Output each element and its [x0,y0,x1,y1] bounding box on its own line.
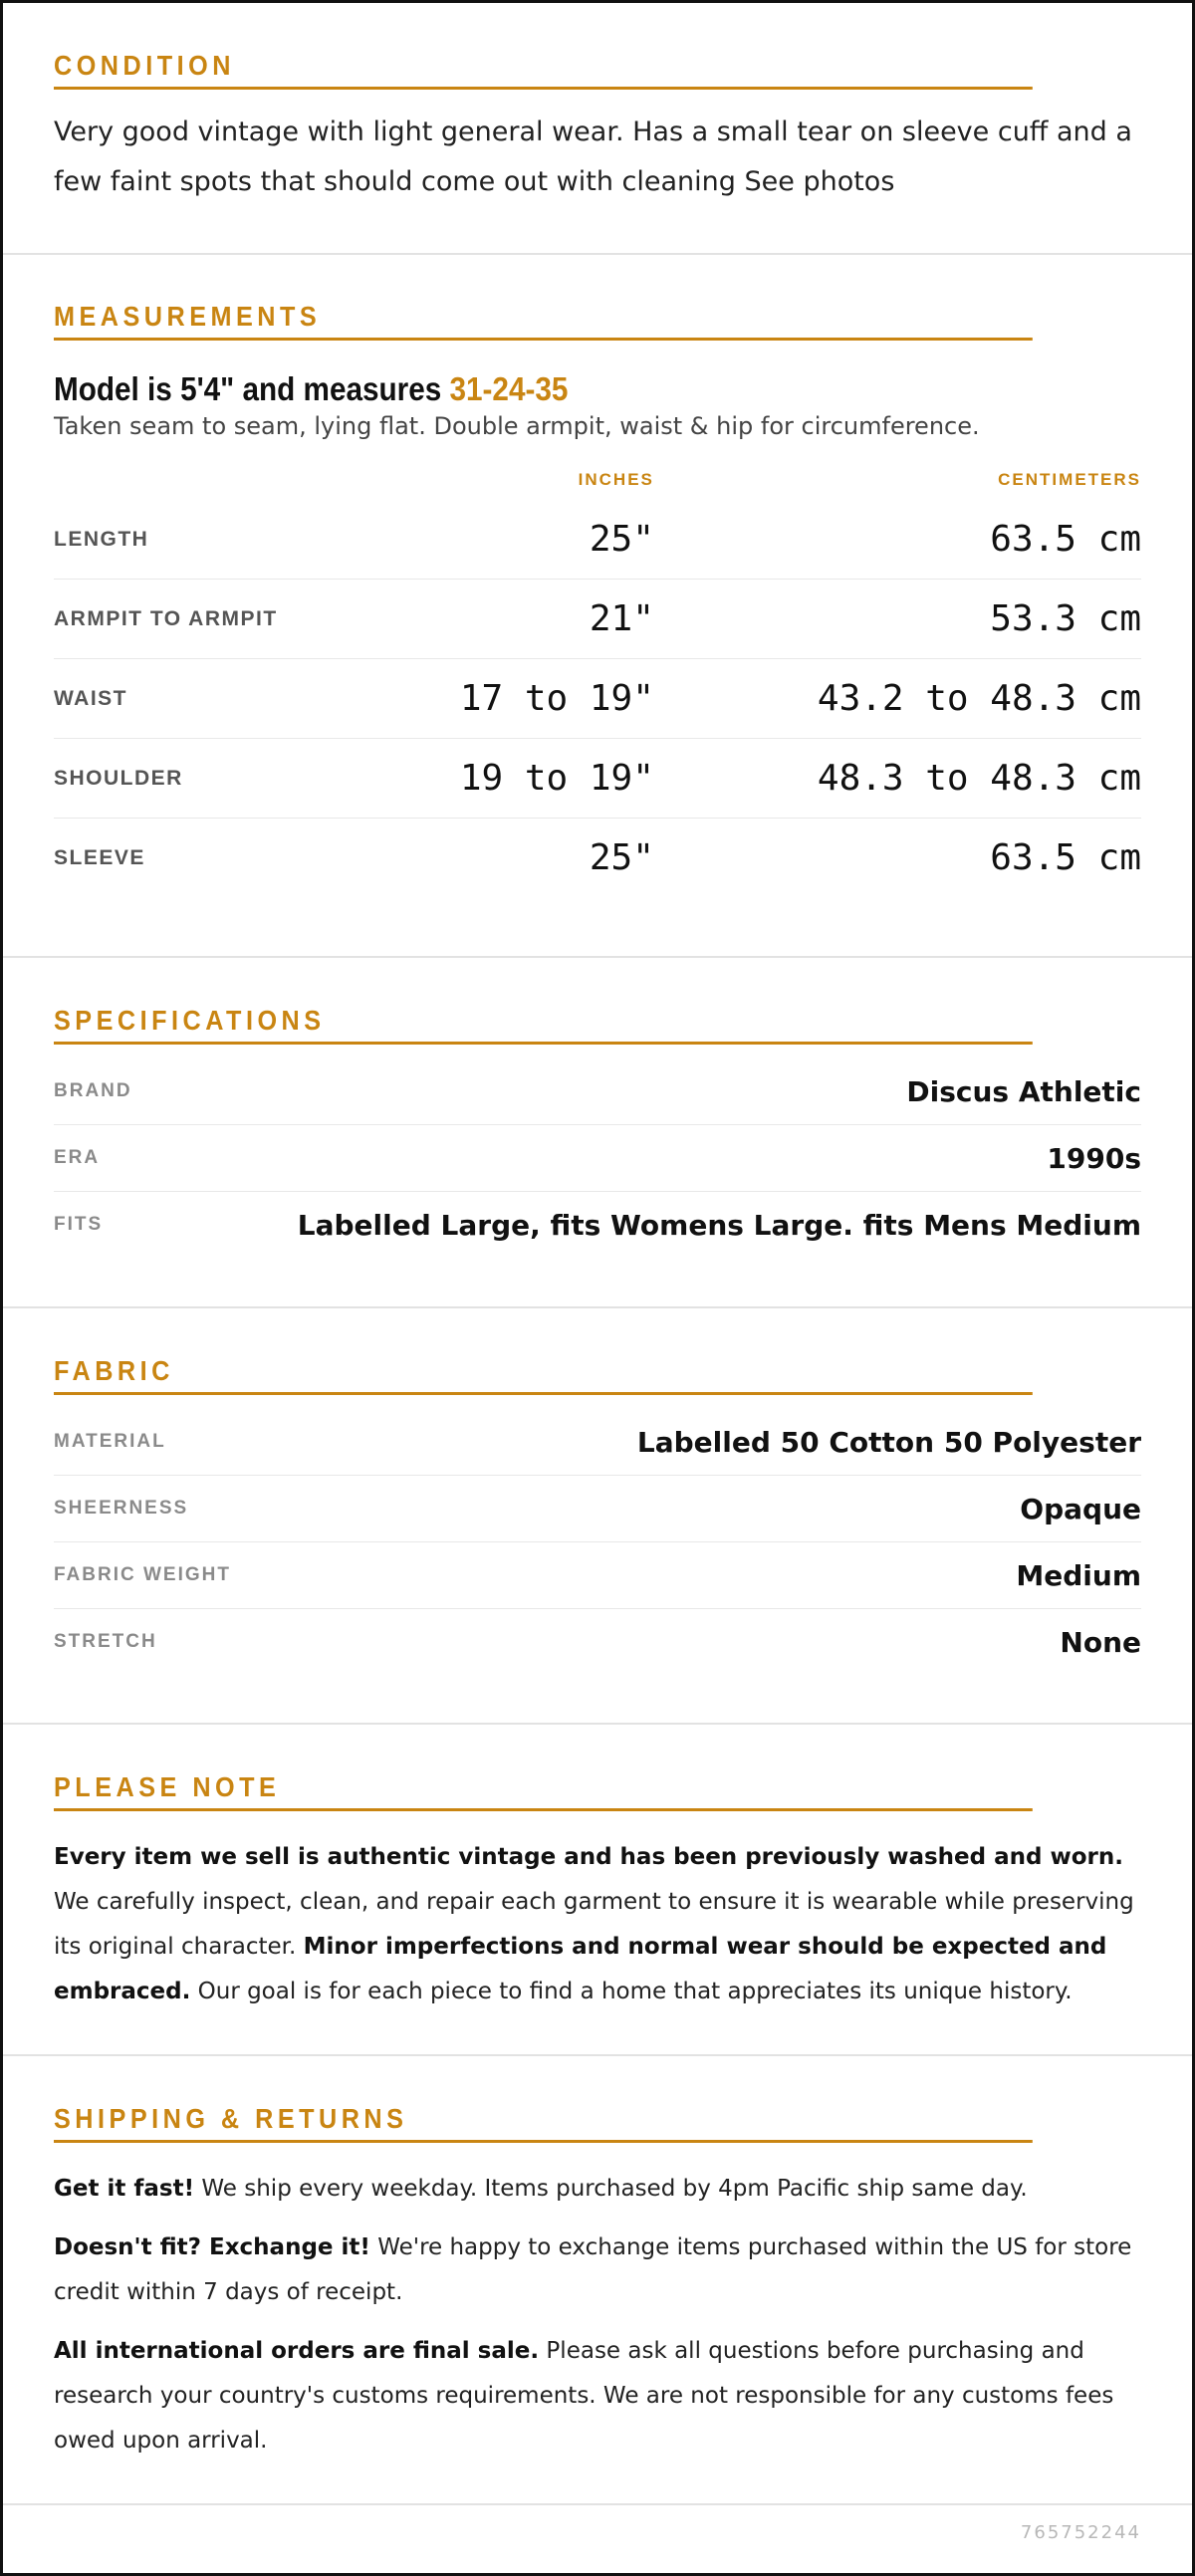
measurement-label: SLEEVE [54,845,145,869]
measurements-heading: MEASUREMENTS [54,295,1033,341]
measurement-row-sleeve [54,819,1141,897]
fabric-row-material [54,1409,1141,1476]
model-prefix: Model is 5'4" and measures [54,370,450,407]
measurement-method-note: Taken seam to seam, lying flat. Double armpit, waist & hip for circumference. [54,412,980,440]
fabric-label: MATERIAL [54,1431,166,1452]
fabric-row-stretch [54,1609,1141,1675]
unit-header-row [54,460,1141,500]
spec-label: ERA [54,1147,101,1168]
measurement-row-waist [54,659,1141,739]
spec-row-brand [54,1058,1141,1125]
fabric-label: FABRIC WEIGHT [54,1564,231,1585]
shipping-text-3: Please ask all questions before purchasing and research your country's customs requirements. We are not responsible for any customs fees owed upon arrival. [54,2338,1114,2454]
measurement-label: ARMPIT TO ARMPIT [54,606,278,630]
fabric-value: Medium [1016,1558,1141,1592]
shipping-bold-1: Get it fast! [54,2176,195,2202]
spec-row-era [54,1125,1141,1192]
spec-value: 1990s [1047,1141,1141,1175]
note-bold-2: Minor imperfections and normal wear should be expected and embraced. [54,1934,1107,2004]
fabric-label: SHEERNESS [54,1498,189,1519]
fabric-label: STRETCH [54,1631,157,1652]
shipping-heading: SHIPPING & RETURNS [54,2097,1033,2143]
spec-value: Discus Athletic [906,1074,1141,1108]
note-text-1: We carefully inspect, clean, and repair each garment to ensure it is wearable while preserving its original character. [54,1889,1134,1960]
please-note-text [54,1835,1141,2014]
note-text-2: Our goal is for each piece to find a home that appreciates its unique history. [190,1979,1073,2004]
item-id: 765752244 [1020,2522,1141,2543]
condition-section [3,3,1192,255]
specifications-heading: SPECIFICATIONS [54,999,1033,1045]
measurement-inches: 17 to 19" [459,678,654,719]
measurement-label: SHOULDER [54,766,183,790]
shipping-text-1: We ship every weekday. Items purchased by 4pm Pacific ship same day. [194,2176,1028,2202]
condition-text: Very good vintage with light general wear. Has a small tear on sleeve cuff and a few faint spots that should come out with cleaning See photos [54,117,1132,197]
measurement-row-armpit [54,580,1141,659]
fabric-value: Opaque [1020,1492,1141,1525]
note-bold-1: Every item we sell is authentic vintage and has been previously washed and worn. [54,1844,1123,1870]
fabric-row-sheerness [54,1476,1141,1542]
fabric-value: Labelled 50 Cotton 50 Polyester [636,1425,1141,1459]
measurement-row-shoulder [54,739,1141,819]
model-measures: 31-24-35 [449,370,569,407]
shipping-bold-3: All international orders are final sale. [54,2338,540,2364]
please-note-heading: PLEASE NOTE [54,1765,1033,1811]
shipping-paragraph-2 [54,2225,1141,2315]
fabric-section [3,1308,1192,1725]
measurement-cm: 63.5 cm [990,519,1141,560]
shipping-bold-2: Doesn't fit? Exchange it! [54,2234,370,2260]
measurement-cm: 53.3 cm [990,598,1141,639]
shipping-section [3,2056,1192,2505]
centimeters-header: CENTIMETERS [998,470,1141,489]
spec-label: FITS [54,1214,104,1235]
fabric-row-weight [54,1542,1141,1609]
measurement-inches: 19 to 19" [459,758,654,799]
specifications-section [3,958,1192,1308]
inches-header: INCHES [578,470,654,489]
shipping-text-2: We're happy to exchange items purchased within the US for store credit within 7 days of receipt. [54,2234,1132,2305]
measurements-section [3,255,1192,958]
fabric-value: None [1060,1625,1141,1659]
measurement-inches: 21" [589,598,654,639]
spec-value: Labelled Large, fits Womens Large. fits Mens Medium [297,1208,1141,1242]
measurement-label: LENGTH [54,527,149,551]
spec-label: BRAND [54,1080,132,1101]
measurement-cm: 48.3 to 48.3 cm [817,758,1141,799]
shipping-paragraph-1 [54,2167,1141,2212]
fabric-heading: FABRIC [54,1349,1033,1395]
measurement-inches: 25" [589,519,654,560]
model-info [54,370,1033,408]
measurement-cm: 63.5 cm [990,837,1141,878]
shipping-paragraph-3 [54,2329,1141,2463]
measurement-inches: 25" [589,837,654,878]
spec-row-fits [54,1192,1141,1258]
please-note-section [3,1725,1192,2056]
measurement-cm: 43.2 to 48.3 cm [817,678,1141,719]
condition-heading: CONDITION [54,44,1033,90]
measurement-row-length [54,500,1141,580]
measurement-label: WAIST [54,686,127,710]
